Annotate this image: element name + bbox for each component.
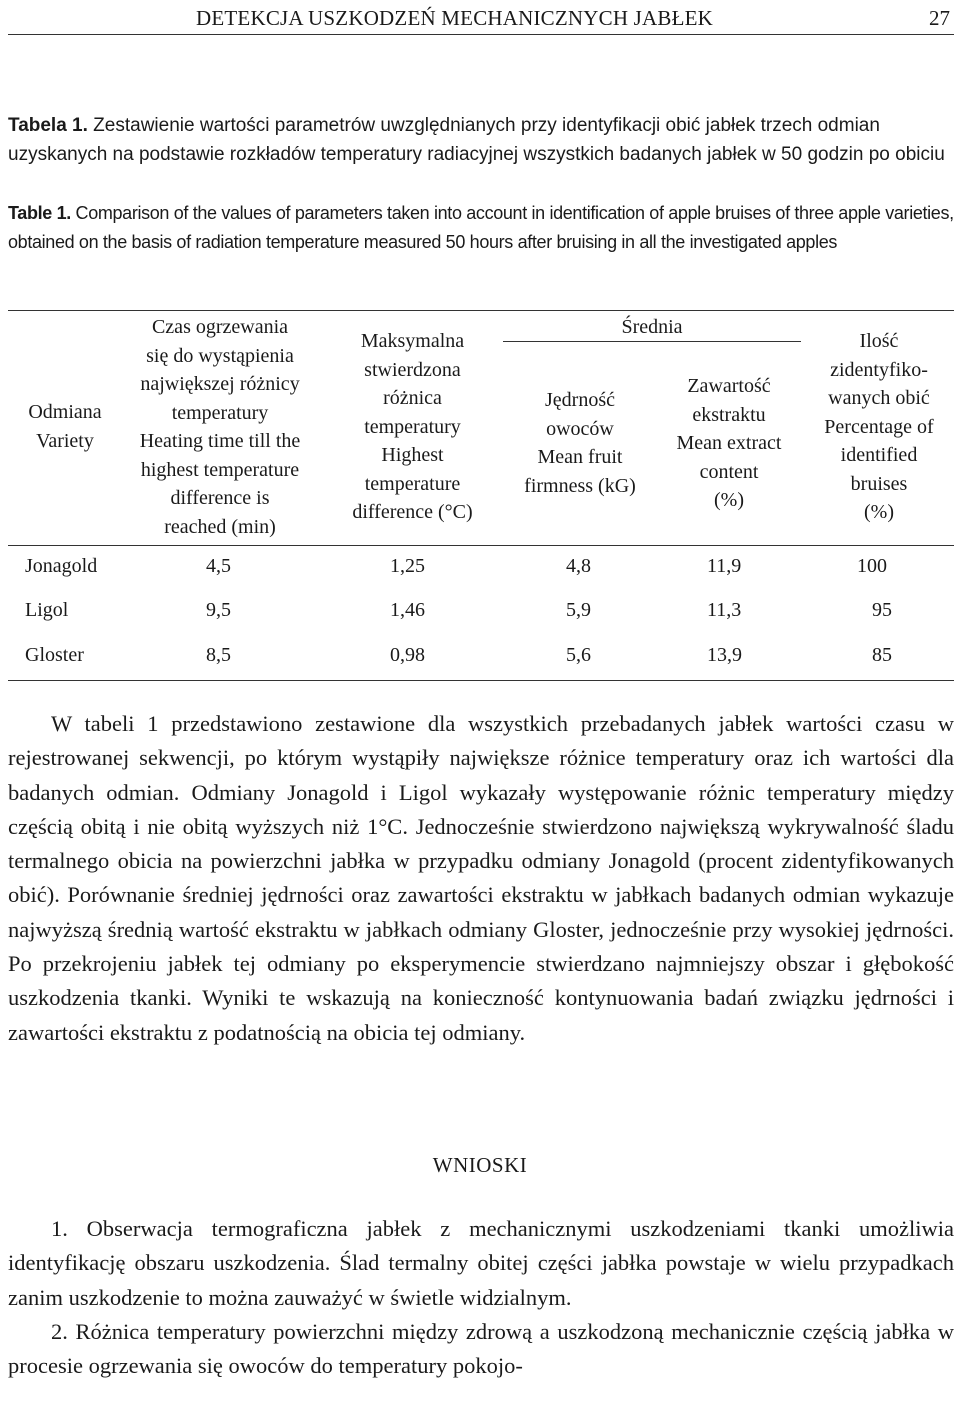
group-header-srednia: Średnia (621, 316, 683, 338)
running-title: DETEKCJA USZKODZEŃ MECHANICZNYCH JABŁEK (196, 6, 714, 30)
conclusion-item: 1. Obserwacja termograficzna jabłek z mechanicznymi uszkodzeniami tkanki umożliwia identyfikację obszaru uszkodzenia. Ślad termalny obitej części jabłka powstaje w wielu przypadkach zanim uszkodzenie to można zauważyć w świetle widzialnym. (8, 1216, 954, 1310)
header-line: Mean fruit (537, 446, 623, 468)
body-paragraph-block (8, 707, 954, 1050)
cell-max-diff: 1,46 (390, 599, 425, 621)
header-line: zidentyfiko- (830, 358, 928, 381)
header-line: wanych obić (828, 387, 930, 409)
cell-max-diff: 0,98 (390, 644, 425, 666)
conclusion-item: 2. Różnica temperatury powierzchni między zdrową a uszkodzoną mechanicznie częścią jabłka w procesie ogrzewania się owoców do temperatury pokojo- (8, 1318, 954, 1379)
header-line: Odmiana (28, 401, 102, 423)
header-line: Maksymalna (360, 330, 465, 352)
cell-extract: 13,9 (707, 644, 742, 666)
header-line: bruises (850, 472, 908, 495)
table-caption-polish (8, 111, 954, 169)
table-row (8, 644, 954, 674)
cell-variety: Gloster (25, 644, 84, 666)
header-line: Variety (36, 429, 94, 452)
header-line: Highest (381, 444, 444, 466)
caption-text-polish: Zestawienie wartości parametrów uwzględnianych przy identyfikacji obić jabłek trzech odmian uzyskanych na podstawie rozkładów temperatury radiacyjnej wszystkich badanych jabłek w 50 godzin po obiciu (8, 115, 945, 165)
header-max-diff (330, 327, 495, 527)
header-line: Czas ogrzewania (151, 316, 289, 338)
header-line: highest temperature (140, 458, 300, 481)
header-line: Zawartość (687, 375, 771, 397)
cell-firmness: 5,9 (566, 599, 591, 621)
caption-label-polish: Tabela 1. (8, 115, 88, 136)
header-line: Mean extract (676, 432, 782, 454)
header-bruises (805, 327, 953, 527)
cell-heating-time: 4,5 (206, 555, 231, 577)
header-extract (658, 372, 800, 515)
table-row (8, 599, 954, 629)
caption-label-english: Table 1. (8, 203, 71, 223)
table-caption-english (8, 199, 954, 257)
cell-max-diff: 1,25 (390, 555, 425, 577)
caption-text-english: Comparison of the values of parameters taken into account in identification of apple bruises of three apple varieties, obtained on the basis of radiation temperature measured 50 hours after bruising in all the investigated apples (8, 203, 954, 252)
table-top-rule (8, 310, 954, 311)
header-line: firmness (kG) (524, 474, 636, 497)
header-line: owoców (546, 417, 614, 440)
header-line: (%) (714, 489, 744, 511)
cell-heating-time: 9,5 (206, 599, 231, 621)
header-heating-time (120, 313, 320, 541)
cell-extract: 11,3 (707, 599, 742, 621)
cell-variety: Jonagold (25, 555, 98, 577)
body-paragraph: W tabeli 1 przedstawiono zestawione dla wszystkich przebadanych jabłek wartości czasu w rejestrowanej sekwencji, po którym wystąpiły największe różnice temperatury oraz ich wartości dla badanych odmian. Odmiany Jonagold i Ligol wykazały występowanie różnic temperatury między częścią obitą i nie obitą wyższych niż 1°C. Jednocześnie stwierdzono największą wykrywalność śladu termalnego obicia na powierzchni jabłka w przypadku odmiany Jonagold (procent zidentyfikowanych obić). Porównanie średniej jędrności oraz zawartości ekstraktu w jabłkach badanych odmian wykazuje najwyższą średnią wartość ekstraktu w jabłkach odmiany Gloster, jednocześnie przy wysokiej jędrności. Po przekrojeniu jabłek tej odmiany po eksperymencie stwierdzano najmniejszy obszar i głębokość uszkodzenia tkanki. Wyniki te wskazują na konieczność kontynuowania badań związku jędrności i zawartości ekstraktu z podatnością na obicia tej odmiany. (8, 711, 954, 1045)
cell-firmness: 5,6 (566, 644, 591, 666)
cell-bruises: 95 (872, 599, 892, 621)
header-line: (%) (864, 501, 894, 523)
conclusions-list (8, 1212, 954, 1383)
header-line: Percentage of (824, 415, 934, 438)
header-line: Heating time till the (139, 430, 301, 452)
section-heading-conclusions: WNIOSKI (432, 1153, 528, 1177)
header-line: największej różnicy (140, 373, 300, 395)
header-line: content (699, 460, 759, 483)
cell-heating-time: 8,5 (206, 644, 231, 666)
cell-firmness: 4,8 (566, 555, 591, 577)
header-line: difference is (170, 487, 270, 509)
header-line: identified (840, 444, 918, 466)
header-line: Jędrność (545, 389, 615, 411)
page-number: 27 (929, 6, 950, 30)
table-bottom-rule (8, 680, 954, 681)
header-line: stwierdzona (364, 358, 461, 381)
cell-variety: Ligol (25, 599, 69, 621)
header-line: Ilość (859, 330, 899, 352)
header-line: temperature (364, 472, 461, 495)
header-variety (10, 398, 120, 455)
running-header (8, 4, 954, 35)
header-line: różnica (383, 387, 442, 409)
header-line: ekstraktu (692, 403, 766, 426)
cell-extract: 11,9 (707, 555, 742, 577)
header-line: się do wystąpienia (146, 344, 294, 367)
table-row (8, 555, 954, 585)
header-line: reached (min) (164, 515, 276, 538)
table-header-rule (8, 545, 954, 546)
header-line: temperatury (364, 415, 461, 438)
header-line: difference (°C) (352, 501, 473, 523)
cell-bruises: 100 (857, 555, 887, 577)
cell-bruises: 85 (872, 644, 892, 666)
header-line: temperatury (171, 401, 269, 424)
header-firmness (505, 386, 655, 500)
